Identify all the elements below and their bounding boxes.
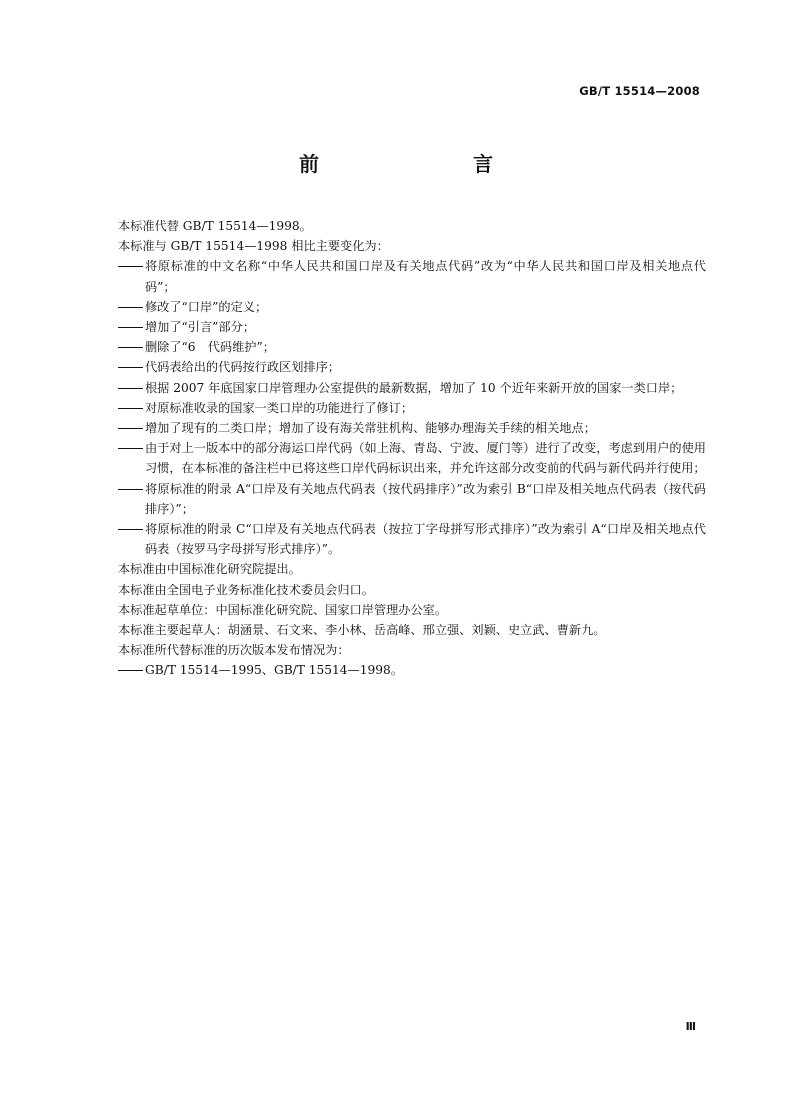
change-item bbox=[118, 297, 706, 317]
change-item bbox=[118, 378, 706, 398]
paragraph-changes-intro: 本标准与 GB/T 15514—1998 相比主要变化为： bbox=[118, 239, 389, 254]
paragraph-committee: 本标准由全国电子业务标准化技术委员会归口。 bbox=[118, 582, 374, 597]
page-number: Ⅲ bbox=[685, 1020, 696, 1033]
dash-bullet bbox=[118, 256, 145, 276]
change-item bbox=[118, 317, 706, 337]
dash-bullet bbox=[118, 418, 145, 438]
change-item-text: 代码表给出的代码按行政区划排序； bbox=[145, 360, 340, 375]
standard-code-header: GB/T 15514—2008 bbox=[579, 84, 700, 98]
dash-bullet bbox=[118, 337, 145, 357]
change-item-text: 增加了“引言”部分； bbox=[145, 320, 255, 335]
dash-bullet bbox=[118, 660, 145, 680]
history-item bbox=[118, 660, 706, 680]
change-item bbox=[118, 479, 706, 519]
change-item bbox=[118, 357, 706, 377]
change-item-text: 增加了现有的二类口岸；增加了设有海关常驻机构、能够办理海关手续的相关地点； bbox=[145, 421, 596, 436]
change-item-text: 修改了“口岸”的定义； bbox=[145, 299, 268, 314]
change-item bbox=[118, 337, 706, 357]
dash-bullet bbox=[118, 317, 145, 337]
paragraph-history-intro: 本标准所代替标准的历次版本发布情况为： bbox=[118, 643, 350, 658]
dash-bullet bbox=[118, 398, 145, 418]
foreword-body bbox=[118, 216, 706, 681]
history-item-text: GB/T 15514—1995、GB/T 15514—1998。 bbox=[145, 663, 403, 678]
change-item bbox=[118, 438, 706, 478]
change-item-text: 将原标准的附录 A“口岸及有关地点代码表（按代码排序）”改为索引 B“口岸及相关地点代码表（按代码排序）”； bbox=[145, 481, 706, 516]
dash-bullet bbox=[118, 297, 145, 317]
paragraph-proposer: 本标准由中国标准化研究院提出。 bbox=[118, 562, 301, 577]
change-item bbox=[118, 256, 706, 296]
change-item bbox=[118, 418, 706, 438]
paragraph-replaces: 本标准代替 GB/T 15514—1998。 bbox=[118, 219, 312, 233]
change-item-text: 根据 2007 年底国家口岸管理办公室提供的最新数据，增加了 10 个近年来新开放的国家一类口岸； bbox=[145, 380, 683, 395]
dash-bullet bbox=[118, 357, 145, 377]
dash-bullet bbox=[118, 519, 145, 539]
page-title: 前 言 bbox=[299, 152, 531, 176]
change-item-text: 删除了“6 代码维护”； bbox=[145, 340, 275, 355]
change-item-text: 由于对上一版本中的部分海运口岸代码（如上海、青岛、宁波、厦门等）进行了改变，考虑到用户的使用习惯，在本标准的备注栏中已将这些口岸代码标识出来，并允许这部分改变前的代码与新代码并行使用； bbox=[145, 441, 706, 476]
dash-bullet bbox=[118, 438, 145, 458]
change-item-text: 对原标准收录的国家一类口岸的功能进行了修订； bbox=[145, 400, 414, 415]
change-item bbox=[118, 398, 706, 418]
change-item-text: 将原标准的附录 C“口岸及有关地点代码表（按拉丁字母拼写形式排序）”改为索引 A“口岸及相关地点代码表（按罗马字母拼写形式排序）”。 bbox=[145, 522, 706, 557]
change-item bbox=[118, 519, 706, 559]
paragraph-drafters: 本标准主要起草人：胡涵景、石文来、李小林、岳高峰、邢立强、刘颖、史立武、曹新九。 bbox=[118, 623, 606, 638]
paragraph-drafting-units: 本标准起草单位：中国标准化研究院、国家口岸管理办公室。 bbox=[118, 602, 448, 617]
dash-bullet bbox=[118, 378, 145, 398]
dash-bullet bbox=[118, 479, 145, 499]
change-item-text: 将原标准的中文名称“中华人民共和国口岸及有关地点代码”改为“中华人民共和国口岸及相关地点代码”； bbox=[145, 259, 706, 294]
